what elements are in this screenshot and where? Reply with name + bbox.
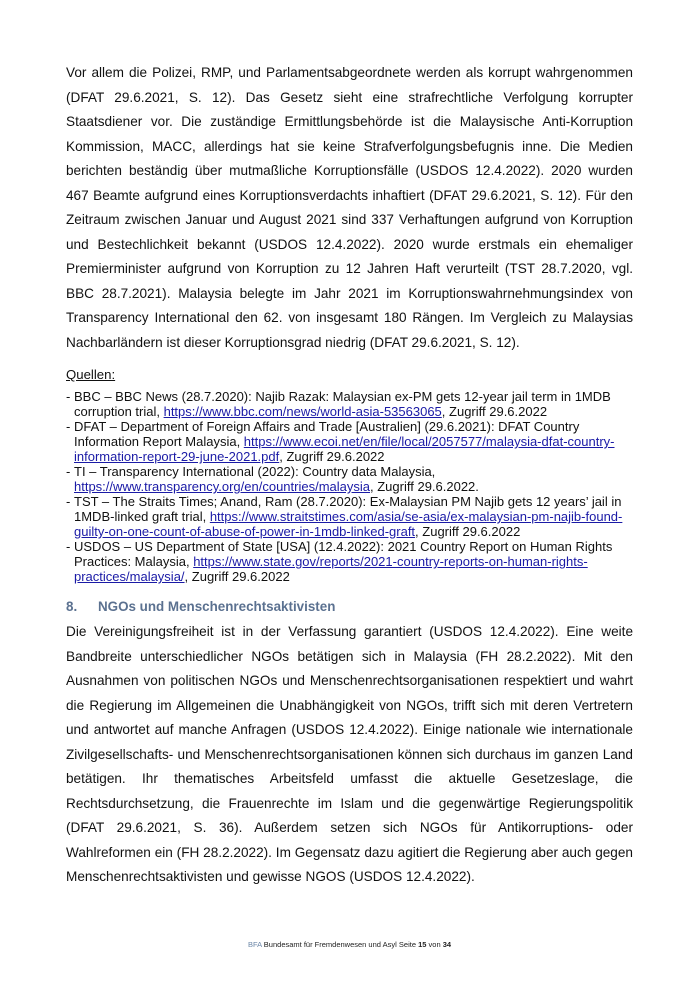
section-number: 8. bbox=[66, 599, 78, 614]
source-access-date: , Zugriff 29.6.2022 bbox=[415, 524, 521, 539]
source-item bbox=[66, 389, 633, 419]
footer-page-number: 15 bbox=[418, 940, 427, 949]
footer-of-word: von bbox=[428, 940, 441, 949]
source-link[interactable]: https://www.transparency.org/en/countries/malaysia bbox=[74, 479, 371, 494]
footer-page-total: 34 bbox=[442, 940, 452, 949]
source-item bbox=[66, 539, 633, 584]
footer-page-word: Seite bbox=[398, 940, 416, 949]
source-link[interactable]: https://www.bbc.com/news/world-asia-53563065 bbox=[163, 404, 442, 419]
footer-org: Bundesamt für Fremdenwesen und Asyl bbox=[263, 940, 397, 949]
source-item bbox=[66, 464, 633, 494]
source-text: BBC – BBC News (28.7.2020): Najib Razak: Malaysian ex-PM gets 12-year jail term in 1MDB corruption trial, bbox=[74, 389, 611, 419]
source-link[interactable]: https://www.state.gov/reports/2021-country-reports-on-human-rights-practices/malaysia/ bbox=[74, 554, 588, 584]
sources-list bbox=[66, 389, 633, 584]
source-access-date: , Zugriff 29.6.2022. bbox=[370, 479, 479, 494]
source-text: TST – The Straits Times; Anand, Ram (28.7.2020): Ex-Malaysian PM Najib gets 12 years’ jail in 1MDB-linked graft trial, bbox=[74, 494, 622, 524]
source-text: TI – Transparency International (2022): Country data Malaysia, bbox=[74, 464, 436, 479]
section-title: NGOs und Menschenrechtsaktivisten bbox=[98, 599, 336, 614]
page-footer bbox=[66, 910, 633, 950]
sources-label: Quellen: bbox=[66, 367, 116, 382]
source-item bbox=[66, 419, 633, 464]
bfa-logo: BFA bbox=[247, 940, 262, 949]
source-text: USDOS – US Department of State [USA] (12.4.2022): 2021 Country Report on Human Rights Practices: Malaysia, bbox=[74, 539, 613, 569]
body-paragraph-corruption: Vor allem die Polizei, RMP, und Parlamentsabgeordnete werden als korrupt wahrgenommen (DFAT 29.6.2021, S. 12). Das Gesetz sieht eine strafrechtliche Verfolgung korrupter Staatsdiener vor. Die zuständige Ermittlungsbehörde ist die Malaysische Anti-Korruption Kommission, MACC, allerdings hat sie keine Strafverfolgungsbefugnis inne. Die Medien berichten beständig über mutmaßliche Korruptionsfälle (USDOS 12.4.2022). 2020 wurden 467 Beamte aufgrund eines Korruptionsverdachts inhaftiert (DFAT 29.6.2021, S. 12). Für den Zeitraum zwischen Januar und August 2021 sind 337 Verhaftungen aufgrund von Korruption und Bestechlichkeit bekannt (USDOS 12.4.2022). 2020 wurde erstmals ein ehemaliger Premierminister aufgrund von Korruption zu 12 Jahren Haft verurteilt (TST 28.7.2020, vgl. BBC 28.7.2021). Malaysia belegte im Jahr 2021 im Korruptionswahrnehmungsindex von Transparency International den 62. von insgesamt 180 Rängen. Im Vergleich zu Malaysias Nachbarländern ist dieser Korruptionsgrad niedrig (DFAT 29.6.2021, S. 12). bbox=[66, 65, 633, 350]
body-paragraph-ngos: Die Vereinigungsfreiheit ist in der Verfassung garantiert (USDOS 12.4.2022). Eine weite Bandbreite unterschiedlicher NGOs betätigen sich in Malaysia (FH 28.2.2022). Mit den Ausnahmen von politischen NGOs und Menschenrechtsorganisationen respektiert und wahrt die Regierung im Allgemeinen die Unabhängigkeit von NGOs, trifft sich mit deren Vertretern und antwortet auf manche Anfragen (USDOS 12.4.2022). Einige nationale wie internationale Zivilgesellschafts- und Menschenrechtsorganisationen können sich durchaus im ganzen Land betätigen. Ihr thematisches Arbeitsfeld umfasst die aktuelle Gesetzeslage, die Rechtsdurchsetzung, die Frauenrechte im Islam und die gegenwärtige Regierungspolitik (DFAT 29.6.2021, S. 36). Außerdem setzen sich NGOs für Antikorruptions- oder Wahlreformen ein (FH 28.2.2022). Im Gegensatz dazu agitiert die Regierung aber auch gegen Menschenrechtsaktivisten und gewisse NGOS (USDOS 12.4.2022). bbox=[66, 624, 633, 884]
source-link[interactable]: https://www.ecoi.net/en/file/local/2057577/malaysia-dfat-country-information-report-29-june-2021.pdf bbox=[74, 434, 615, 464]
section-heading bbox=[66, 598, 633, 616]
source-access-date: , Zugriff 29.6.2022 bbox=[184, 569, 290, 584]
source-access-date: , Zugriff 29.6.2022 bbox=[279, 449, 385, 464]
source-text: DFAT – Department of Foreign Affairs and Trade [Australien] (29.6.2021): DFAT Country Information Report Malaysia, bbox=[74, 419, 580, 449]
source-item bbox=[66, 494, 633, 539]
source-access-date: , Zugriff 29.6.2022 bbox=[441, 404, 548, 419]
source-link[interactable]: https://www.straitstimes.com/asia/se-asia/ex-malaysian-pm-najib-found-guilty-on-one-count-of-abuse-of-power-in-1mdb-linked-graft bbox=[74, 509, 623, 539]
